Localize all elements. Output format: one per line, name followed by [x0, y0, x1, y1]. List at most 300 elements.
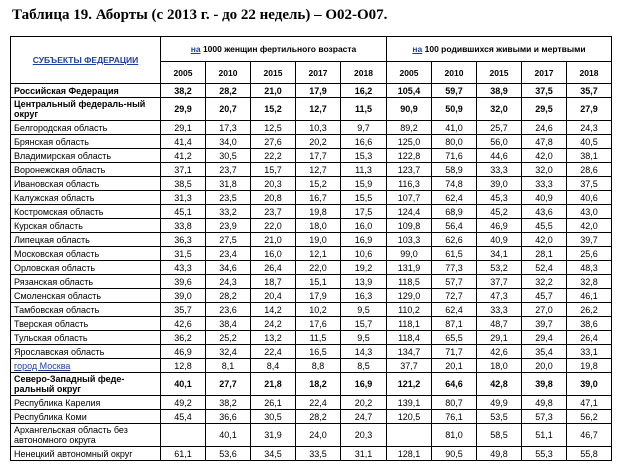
group-header-women — [161, 37, 387, 62]
value-cell: 26,1 — [251, 396, 296, 410]
value-cell: 8,1 — [206, 359, 251, 373]
subject-name-cell — [11, 177, 161, 191]
abortion-table — [10, 36, 612, 461]
value-cell: 33,2 — [206, 205, 251, 219]
value-cell: 134,7 — [387, 345, 432, 359]
value-cell: 33,3 — [522, 177, 567, 191]
value-cell: 121,2 — [387, 373, 432, 396]
value-cell: 37,7 — [477, 275, 522, 289]
value-cell: 37,5 — [522, 84, 567, 98]
group-header-women-prefix: на — [190, 44, 201, 54]
value-cell: 31,1 — [341, 447, 387, 461]
value-cell: 23,5 — [206, 191, 251, 205]
value-cell: 20,2 — [341, 396, 387, 410]
year-header: 2015 — [251, 62, 296, 84]
value-cell: 45,4 — [161, 410, 206, 424]
subject-name: Липецкая область — [14, 234, 90, 245]
year-header: 2015 — [477, 62, 522, 84]
value-cell: 22,0 — [251, 219, 296, 233]
value-cell: 10,2 — [296, 303, 341, 317]
value-cell: 36,2 — [161, 331, 206, 345]
value-cell: 28,2 — [296, 410, 341, 424]
value-cell: 68,9 — [432, 205, 477, 219]
value-cell: 45,5 — [522, 219, 567, 233]
value-cell: 39,7 — [567, 233, 612, 247]
subject-name-cell — [11, 121, 161, 135]
value-cell: 61,1 — [161, 447, 206, 461]
subjects-header-label: СУБЪЕКТЫ ФЕДЕРАЦИИ — [32, 55, 139, 65]
value-cell: 56,0 — [477, 135, 522, 149]
subject-name-cell — [11, 98, 161, 121]
value-cell: 52,4 — [522, 261, 567, 275]
year-header: 2005 — [387, 62, 432, 84]
value-cell: 38,1 — [567, 149, 612, 163]
value-cell: 16,0 — [341, 219, 387, 233]
value-cell: 45,3 — [477, 191, 522, 205]
value-cell: 20,3 — [251, 177, 296, 191]
value-cell: 45,1 — [161, 205, 206, 219]
value-cell: 41,0 — [432, 121, 477, 135]
value-cell: 16,2 — [341, 84, 387, 98]
table-row — [11, 303, 612, 317]
value-cell: 27,5 — [206, 233, 251, 247]
value-cell: 48,7 — [477, 317, 522, 331]
subject-name-cell — [11, 163, 161, 177]
value-cell: 38,2 — [206, 396, 251, 410]
value-cell: 21,0 — [251, 233, 296, 247]
table-row — [11, 317, 612, 331]
value-cell: 20,2 — [296, 135, 341, 149]
value-cell: 31,5 — [161, 247, 206, 261]
value-cell: 110,2 — [387, 303, 432, 317]
value-cell: 11,5 — [296, 331, 341, 345]
value-cell: 18,2 — [296, 373, 341, 396]
subject-name-cell — [11, 317, 161, 331]
value-cell: 87,1 — [432, 317, 477, 331]
subject-name-cell — [11, 84, 161, 98]
value-cell: 27,6 — [251, 135, 296, 149]
value-cell: 16,6 — [341, 135, 387, 149]
value-cell: 77,3 — [432, 261, 477, 275]
value-cell: 49,8 — [477, 447, 522, 461]
table-row — [11, 261, 612, 275]
value-cell: 31,8 — [206, 177, 251, 191]
value-cell: 81,0 — [432, 424, 477, 447]
subject-name: Тамбовская область — [14, 304, 100, 315]
value-cell: 53,2 — [477, 261, 522, 275]
table-row — [11, 135, 612, 149]
subject-name: Российская Федерация — [14, 85, 119, 96]
value-cell: 59,7 — [432, 84, 477, 98]
value-cell: 90,9 — [387, 98, 432, 121]
value-cell: 42,0 — [522, 233, 567, 247]
value-cell: 21,0 — [251, 84, 296, 98]
value-cell: 26,4 — [251, 261, 296, 275]
value-cell: 37,7 — [387, 359, 432, 373]
value-cell: 24,2 — [251, 317, 296, 331]
table-row — [11, 275, 612, 289]
value-cell: 62,6 — [432, 233, 477, 247]
value-cell: 20,8 — [251, 191, 296, 205]
table-row — [11, 247, 612, 261]
subject-name: Ивановская область — [14, 178, 100, 189]
subject-name-cell — [11, 149, 161, 163]
year-header: 2017 — [522, 62, 567, 84]
value-cell: 9,7 — [341, 121, 387, 135]
value-cell: 13,9 — [341, 275, 387, 289]
value-cell: 39,6 — [161, 275, 206, 289]
value-cell: 116,3 — [387, 177, 432, 191]
value-cell: 57,7 — [432, 275, 477, 289]
value-cell: 118,5 — [387, 275, 432, 289]
value-cell: 99,0 — [387, 247, 432, 261]
value-cell: 15,7 — [251, 163, 296, 177]
value-cell: 90,5 — [432, 447, 477, 461]
value-cell: 61,5 — [432, 247, 477, 261]
value-cell: 53,5 — [477, 410, 522, 424]
value-cell: 72,7 — [432, 289, 477, 303]
value-cell: 19,2 — [341, 261, 387, 275]
value-cell: 9,5 — [341, 303, 387, 317]
value-cell: 10,6 — [341, 247, 387, 261]
table-row — [11, 219, 612, 233]
value-cell: 15,2 — [251, 98, 296, 121]
value-cell: 49,2 — [161, 396, 206, 410]
value-cell: 12,1 — [296, 247, 341, 261]
value-cell — [161, 424, 206, 447]
table-row — [11, 163, 612, 177]
value-cell: 28,1 — [522, 247, 567, 261]
value-cell: 80,7 — [432, 396, 477, 410]
value-cell: 30,5 — [206, 149, 251, 163]
table-row — [11, 359, 612, 373]
value-cell: 24,7 — [341, 410, 387, 424]
value-cell: 42,0 — [522, 149, 567, 163]
subject-name-cell — [11, 191, 161, 205]
value-cell: 13,2 — [251, 331, 296, 345]
value-cell: 47,3 — [477, 289, 522, 303]
value-cell: 39,8 — [522, 373, 567, 396]
value-cell: 24,3 — [567, 121, 612, 135]
value-cell: 71,7 — [432, 345, 477, 359]
subject-name-cell — [11, 219, 161, 233]
subject-name: Ярославская область — [14, 346, 105, 357]
value-cell: 105,4 — [387, 84, 432, 98]
table-row — [11, 205, 612, 219]
value-cell: 12,8 — [161, 359, 206, 373]
value-cell: 42,8 — [477, 373, 522, 396]
value-cell: 32,4 — [206, 345, 251, 359]
value-cell: 15,9 — [341, 177, 387, 191]
value-cell: 55,8 — [567, 447, 612, 461]
value-cell: 33,3 — [477, 303, 522, 317]
value-cell: 27,0 — [522, 303, 567, 317]
value-cell: 41,4 — [161, 135, 206, 149]
value-cell: 62,4 — [432, 191, 477, 205]
value-cell: 39,0 — [567, 373, 612, 396]
value-cell: 125,0 — [387, 135, 432, 149]
value-cell: 34,1 — [477, 247, 522, 261]
table-row — [11, 396, 612, 410]
value-cell: 21,8 — [251, 373, 296, 396]
value-cell: 9,5 — [341, 331, 387, 345]
value-cell: 23,7 — [251, 205, 296, 219]
subject-name-cell — [11, 331, 161, 345]
value-cell: 17,9 — [296, 289, 341, 303]
value-cell: 8,4 — [251, 359, 296, 373]
value-cell: 36,6 — [206, 410, 251, 424]
value-cell: 34,0 — [206, 135, 251, 149]
value-cell: 65,5 — [432, 331, 477, 345]
value-cell: 43,0 — [567, 205, 612, 219]
value-cell: 16,7 — [296, 191, 341, 205]
value-cell: 8,8 — [296, 359, 341, 373]
value-cell: 15,5 — [341, 191, 387, 205]
value-cell: 120,5 — [387, 410, 432, 424]
subjects-header — [11, 37, 161, 84]
value-cell: 22,2 — [251, 149, 296, 163]
value-cell: 109,8 — [387, 219, 432, 233]
value-cell: 53,6 — [206, 447, 251, 461]
table-row — [11, 98, 612, 121]
subject-name-cell — [11, 396, 161, 410]
value-cell: 24,0 — [296, 424, 341, 447]
year-header: 2018 — [567, 62, 612, 84]
subject-name-cell — [11, 424, 161, 447]
value-cell: 46,7 — [567, 424, 612, 447]
group-header-women-rest: 1000 женщин фертильного возраста — [200, 44, 357, 54]
value-cell: 46,1 — [567, 289, 612, 303]
subject-name: Владимирская область — [14, 150, 112, 161]
subject-name: Северо-Западный феде-ральный округ — [14, 374, 125, 394]
value-cell: 49,8 — [522, 396, 567, 410]
value-cell: 17,6 — [296, 317, 341, 331]
value-cell: 14,3 — [341, 345, 387, 359]
value-cell: 15,7 — [341, 317, 387, 331]
year-header: 2017 — [296, 62, 341, 84]
table-row — [11, 191, 612, 205]
table-row — [11, 121, 612, 135]
table-row — [11, 331, 612, 345]
subject-name: Центральный федераль-ный округ — [14, 99, 146, 119]
subject-name: Тульская область — [14, 332, 88, 343]
value-cell: 129,0 — [387, 289, 432, 303]
value-cell: 38,5 — [161, 177, 206, 191]
value-cell: 12,7 — [296, 163, 341, 177]
value-cell: 29,9 — [161, 98, 206, 121]
subject-name-cell — [11, 289, 161, 303]
value-cell: 26,4 — [567, 331, 612, 345]
value-cell: 23,6 — [206, 303, 251, 317]
value-cell: 62,4 — [432, 303, 477, 317]
value-cell: 25,2 — [206, 331, 251, 345]
subject-name: Костромская область — [14, 206, 104, 217]
subject-name-cell — [11, 410, 161, 424]
value-cell: 71,6 — [432, 149, 477, 163]
value-cell: 36,3 — [161, 233, 206, 247]
value-cell: 57,3 — [522, 410, 567, 424]
subject-name-cell — [11, 447, 161, 461]
value-cell: 51,1 — [522, 424, 567, 447]
subject-name: Республика Коми — [14, 411, 87, 422]
value-cell: 16,9 — [341, 373, 387, 396]
value-cell: 44,6 — [477, 149, 522, 163]
table-row — [11, 84, 612, 98]
value-cell: 74,8 — [432, 177, 477, 191]
value-cell: 39,0 — [161, 289, 206, 303]
subject-name-cell — [11, 205, 161, 219]
table-body — [11, 84, 612, 461]
subject-name-cell — [11, 247, 161, 261]
value-cell: 35,7 — [161, 303, 206, 317]
value-cell: 40,9 — [522, 191, 567, 205]
value-cell: 15,1 — [296, 275, 341, 289]
year-header: 2018 — [341, 62, 387, 84]
subject-name: Калужская область — [14, 192, 95, 203]
value-cell: 20,7 — [206, 98, 251, 121]
value-cell: 27,7 — [206, 373, 251, 396]
value-cell: 8,5 — [341, 359, 387, 373]
value-cell: 139,1 — [387, 396, 432, 410]
value-cell: 15,3 — [341, 149, 387, 163]
value-cell: 35,4 — [522, 345, 567, 359]
value-cell: 118,1 — [387, 317, 432, 331]
value-cell: 37,1 — [161, 163, 206, 177]
value-cell: 34,6 — [206, 261, 251, 275]
value-cell: 42,6 — [161, 317, 206, 331]
value-cell: 19,8 — [567, 359, 612, 373]
value-cell: 58,5 — [477, 424, 522, 447]
value-cell: 20,3 — [341, 424, 387, 447]
value-cell: 19,0 — [296, 233, 341, 247]
value-cell: 31,3 — [161, 191, 206, 205]
value-cell: 55,3 — [522, 447, 567, 461]
value-cell: 58,9 — [432, 163, 477, 177]
table-row — [11, 233, 612, 247]
value-cell: 14,2 — [251, 303, 296, 317]
subject-name-cell — [11, 261, 161, 275]
subject-name-link[interactable]: город Москва — [14, 360, 71, 371]
subject-name: Воронежская область — [14, 164, 106, 175]
value-cell: 17,3 — [206, 121, 251, 135]
value-cell: 32,2 — [522, 275, 567, 289]
value-cell: 20,0 — [522, 359, 567, 373]
subject-name: Ненецкий автономный округ — [14, 448, 133, 459]
subject-name: Брянская область — [14, 136, 89, 147]
subject-name-cell — [11, 135, 161, 149]
value-cell: 131,9 — [387, 261, 432, 275]
value-cell: 17,7 — [296, 149, 341, 163]
value-cell: 20,4 — [251, 289, 296, 303]
subject-name: Орловская область — [14, 262, 96, 273]
value-cell: 33,8 — [161, 219, 206, 233]
subject-name-cell — [11, 345, 161, 359]
table-row — [11, 177, 612, 191]
value-cell: 28,6 — [567, 163, 612, 177]
value-cell: 28,2 — [206, 84, 251, 98]
value-cell: 33,1 — [567, 345, 612, 359]
year-header: 2005 — [161, 62, 206, 84]
table-row — [11, 345, 612, 359]
value-cell: 37,5 — [567, 177, 612, 191]
value-cell: 46,9 — [477, 219, 522, 233]
value-cell: 45,7 — [522, 289, 567, 303]
value-cell: 41,2 — [161, 149, 206, 163]
subject-name: Смоленская область — [14, 290, 102, 301]
value-cell: 22,4 — [296, 396, 341, 410]
value-cell: 50,9 — [432, 98, 477, 121]
table-row — [11, 149, 612, 163]
value-cell: 32,0 — [477, 98, 522, 121]
value-cell: 40,1 — [206, 424, 251, 447]
subject-name: Тверская область — [14, 318, 89, 329]
value-cell: 29,4 — [522, 331, 567, 345]
value-cell: 47,8 — [522, 135, 567, 149]
value-cell: 23,9 — [206, 219, 251, 233]
table-row — [11, 447, 612, 461]
value-cell: 49,9 — [477, 396, 522, 410]
value-cell: 24,6 — [522, 121, 567, 135]
value-cell: 30,5 — [251, 410, 296, 424]
value-cell: 43,6 — [522, 205, 567, 219]
value-cell: 12,7 — [296, 98, 341, 121]
value-cell: 28,2 — [206, 289, 251, 303]
table-row — [11, 289, 612, 303]
subject-name-cell — [11, 359, 161, 373]
value-cell: 16,5 — [296, 345, 341, 359]
value-cell: 12,5 — [251, 121, 296, 135]
value-cell: 40,6 — [567, 191, 612, 205]
value-cell: 20,1 — [432, 359, 477, 373]
value-cell: 29,5 — [522, 98, 567, 121]
subject-name: Республика Карелия — [14, 397, 101, 408]
value-cell: 38,4 — [206, 317, 251, 331]
value-cell: 38,6 — [567, 317, 612, 331]
value-cell: 25,7 — [477, 121, 522, 135]
value-cell: 34,5 — [251, 447, 296, 461]
value-cell: 17,9 — [296, 84, 341, 98]
value-cell: 128,1 — [387, 447, 432, 461]
value-cell: 31,9 — [251, 424, 296, 447]
value-cell: 32,8 — [567, 275, 612, 289]
value-cell: 40,9 — [477, 233, 522, 247]
value-cell: 46,9 — [161, 345, 206, 359]
subject-name: Белгородская область — [14, 122, 108, 133]
value-cell: 27,9 — [567, 98, 612, 121]
value-cell: 123,7 — [387, 163, 432, 177]
value-cell: 38,9 — [477, 84, 522, 98]
value-cell: 19,8 — [296, 205, 341, 219]
header-row-groups — [11, 37, 612, 62]
value-cell: 18,7 — [251, 275, 296, 289]
group-header-births-prefix: на — [412, 44, 423, 54]
value-cell: 24,3 — [206, 275, 251, 289]
value-cell: 26,2 — [567, 303, 612, 317]
value-cell: 124,4 — [387, 205, 432, 219]
value-cell: 39,7 — [522, 317, 567, 331]
value-cell: 56,2 — [567, 410, 612, 424]
value-cell: 15,2 — [296, 177, 341, 191]
value-cell: 107,7 — [387, 191, 432, 205]
value-cell: 42,6 — [477, 345, 522, 359]
group-header-births-rest: 100 родившихся живыми и мертвыми — [422, 44, 586, 54]
value-cell: 33,3 — [477, 163, 522, 177]
subject-name-cell — [11, 233, 161, 247]
value-cell: 16,0 — [251, 247, 296, 261]
value-cell: 39,0 — [477, 177, 522, 191]
value-cell: 103,3 — [387, 233, 432, 247]
value-cell: 29,1 — [477, 331, 522, 345]
